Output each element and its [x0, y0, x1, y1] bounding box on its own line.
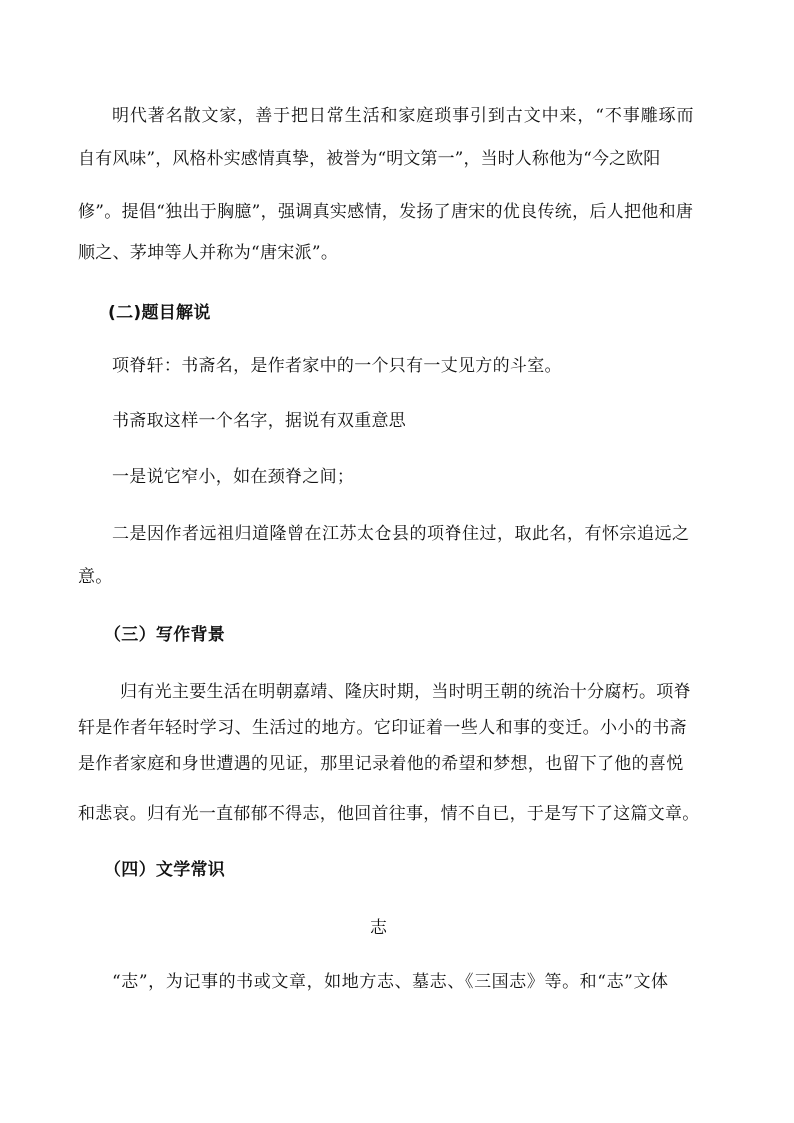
title-explanation-line-4: 二是因作者远祖归道隆曾在江苏太仓县的项脊住过，取此名，有怀宗追远之 — [112, 524, 690, 544]
author-intro-line-3: 修”。提倡“独出于胸臆”，强调真实感情，发扬了唐宋的优良传统，后人把他和唐 — [78, 202, 694, 222]
background-line-1: 归有光主要生活在明朝嘉靖、隆庆时期，当时明王朝的统治十分腐朽。项脊 — [120, 682, 691, 702]
title-explanation-line-2: 书斋取这样一个名字，据说有双重意思 — [112, 411, 407, 431]
author-intro-line-1: 明代著名散文家，善于把日常生活和家庭琐事引到古文中来，“不事雕琢而 — [112, 106, 695, 126]
title-explanation-line-1: 项脊轩：书斋名，是作者家中的一个只有一丈见方的斗室。 — [112, 356, 562, 376]
section-heading-background: （三）写作背景 — [104, 625, 226, 645]
title-explanation-line-5: 意。 — [78, 567, 113, 587]
author-intro-line-2: 自有风味”，风格朴实感情真挚，被誉为“明文第一”，当时人称他为“今之欧阳 — [78, 149, 661, 169]
author-intro-line-4: 顺之、茅坤等人并称为“唐宋派”。 — [78, 243, 339, 263]
section-heading-literary-knowledge: （四）文学常识 — [104, 860, 226, 880]
literary-knowledge-subheading: 志 — [370, 918, 388, 938]
background-line-4: 和悲哀。归有光一直郁郁不得志，他回首往事，情不自已，于是写下了这篇文章。 — [78, 804, 700, 824]
section-heading-title-explanation: (二)题目解说 — [108, 303, 211, 323]
background-line-2: 轩是作者年轻时学习、生活过的地方。它印证着一些人和事的变迁。小小的书斋 — [78, 718, 687, 738]
background-line-3: 是作者家庭和身世遭遇的见证，那里记录着他的希望和梦想，也留下了他的喜悦 — [78, 754, 684, 774]
literary-knowledge-line-1: “志”，为记事的书或文章，如地方志、墓志、《三国志》等。和“志”文体 — [112, 972, 669, 992]
title-explanation-line-3: 一是说它窄小，如在颈脊之间； — [112, 467, 355, 487]
